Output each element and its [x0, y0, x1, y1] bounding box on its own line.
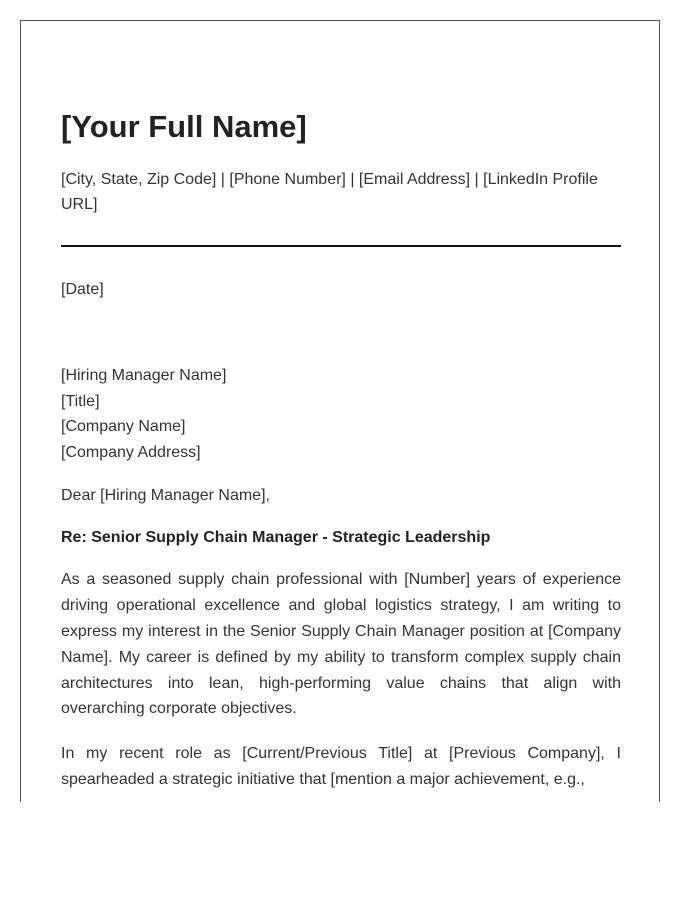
recipient-manager: [Hiring Manager Name] [61, 367, 227, 384]
recipient-block [61, 363, 621, 465]
body-paragraph-2: In my recent role as [Current/Previous Title] at [Previous Company], I spearheaded a strategic initiative that [mention a major achievement, e.g., [61, 745, 621, 788]
applicant-name: [Your Full Name] [61, 109, 307, 144]
letter-page [20, 20, 660, 802]
header-divider [61, 245, 621, 247]
recipient-address: [Company Address] [61, 443, 201, 461]
recipient-company: [Company Name] [61, 418, 186, 436]
contact-line: [City, State, Zip Code] | [Phone Number] | [Email Address] | [LinkedIn Profile URL] [61, 171, 598, 213]
subject-line: Re: Senior Supply Chain Manager - Strategic Leadership [61, 529, 491, 547]
letter-date: [Date] [61, 281, 104, 298]
salutation: Dear [Hiring Manager Name], [61, 487, 270, 505]
body-paragraph-1: As a seasoned supply chain professional with [Number] years of experience driving operational excellence and global logistics strategy, I am writing to express my interest in the Senior Supply Chain Manager position at [Company Name]. My career is defined by my ability to transform complex supply chain architectures into lean, high-performing value chains that align with overarching corporate objectives. [61, 571, 621, 718]
letter-content [61, 109, 621, 793]
recipient-title: [Title] [61, 392, 100, 410]
